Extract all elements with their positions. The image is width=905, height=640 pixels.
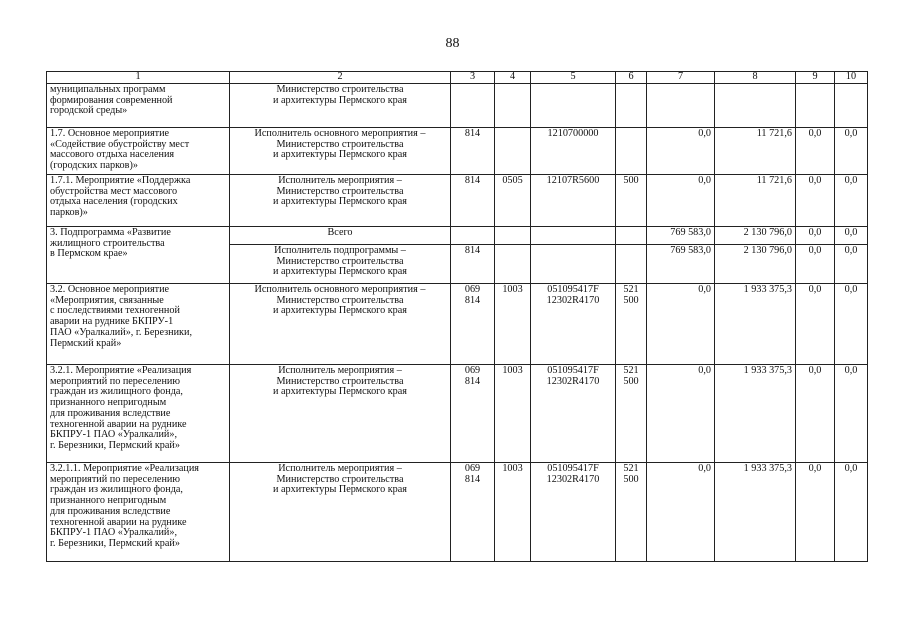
table-cell-c9: 0,0: [796, 463, 835, 562]
table-cell-c8: 1 933 375,3: [715, 284, 796, 365]
table-cell-c5: [531, 227, 616, 245]
table-cell-c6: [616, 128, 647, 175]
table-cell-c5: 12107R5600: [531, 175, 616, 227]
table-cell-c5: [531, 84, 616, 128]
table-cell-c6: 521 500: [616, 365, 647, 463]
table-cell-c5: 051095417F 12302R4170: [531, 463, 616, 562]
table-cell-c5: 1210700000: [531, 128, 616, 175]
column-number-header-row: [47, 72, 868, 84]
table-cell-c10: 0,0: [835, 227, 868, 245]
table-cell-c2: Исполнитель мероприятия – Министерство строительства и архитектуры Пермского края: [230, 175, 451, 227]
table-cell-c4: [495, 84, 531, 128]
table-cell-c3: [451, 84, 495, 128]
column-header: 2: [230, 72, 451, 84]
table-cell-c5: 051095417F 12302R4170: [531, 365, 616, 463]
table-cell-c9: 0,0: [796, 227, 835, 245]
table-cell-c1: 1.7. Основное мероприятие «Содействие обустройству мест массового отдыха населения (городских парков)»: [47, 128, 230, 175]
table-cell-c10: 0,0: [835, 175, 868, 227]
column-header: 4: [495, 72, 531, 84]
table-cell-c8: 1 933 375,3: [715, 463, 796, 562]
table-cell-c2: Министерство строительства и архитектуры Пермского края: [230, 84, 451, 128]
column-header: 8: [715, 72, 796, 84]
table-cell-c10: 0,0: [835, 365, 868, 463]
table-cell-c10: 0,0: [835, 245, 868, 284]
table-cell-c4: 1003: [495, 284, 531, 365]
table-cell-c5: [531, 245, 616, 284]
table-row: [47, 175, 868, 227]
table-cell-c1: 1.7.1. Мероприятие «Поддержка обустройства мест массового отдыха населения (городских парков)»: [47, 175, 230, 227]
column-header: 10: [835, 72, 868, 84]
table-cell-c3: 069 814: [451, 284, 495, 365]
table-cell-c6: [616, 245, 647, 284]
column-header: 5: [531, 72, 616, 84]
table-cell-c9: 0,0: [796, 245, 835, 284]
table-cell-c8: [715, 84, 796, 128]
table-cell-c3: [451, 227, 495, 245]
table-cell-c7: 0,0: [647, 284, 715, 365]
table-cell-c10: 0,0: [835, 463, 868, 562]
table-cell-c4: [495, 227, 531, 245]
table-cell-c10: 0,0: [835, 284, 868, 365]
table-cell-c5: 051095417F 12302R4170: [531, 284, 616, 365]
table-cell-c10: 0,0: [835, 128, 868, 175]
table-row: [47, 284, 868, 365]
table-cell-c9: 0,0: [796, 284, 835, 365]
table-cell-c10: [835, 84, 868, 128]
table-cell-c9: 0,0: [796, 175, 835, 227]
table-cell-c2: Исполнитель основного мероприятия – Министерство строительства и архитектуры Пермского края: [230, 128, 451, 175]
table-cell-c7: 769 583,0: [647, 245, 715, 284]
table-cell-c3: 814: [451, 175, 495, 227]
column-header: 6: [616, 72, 647, 84]
table-cell-c7: 0,0: [647, 463, 715, 562]
table-row-subprogram-total: [47, 227, 868, 245]
table-cell-c6: [616, 227, 647, 245]
table-cell-c4: 0505: [495, 175, 531, 227]
table-row: [47, 365, 868, 463]
table-cell-c7: 0,0: [647, 365, 715, 463]
table-cell-c4: [495, 245, 531, 284]
table-cell-c4: 1003: [495, 365, 531, 463]
table-cell-c2: Исполнитель основного мероприятия – Министерство строительства и архитектуры Пермского края: [230, 284, 451, 365]
table-cell-c1: 3.2.1.1. Мероприятие «Реализация мероприятий по переселению граждан из жилищного фонда, признанного непригодным для проживания вследствие техногенной аварии на руднике БКПРУ-1 ПАО «Уралкалий», г. Березники, Пермский край»: [47, 463, 230, 562]
table-cell-c1: муниципальных программ формирования современной городской среды»: [47, 84, 230, 128]
budget-table: [46, 71, 868, 562]
table-cell-c8: 2 130 796,0: [715, 227, 796, 245]
table-cell-c7: 769 583,0: [647, 227, 715, 245]
page-number: 88: [445, 36, 460, 51]
table-cell-c1: 3.2. Основное мероприятие «Мероприятия, связанные с последствиями техногенной аварии на руднике БКПРУ-1 ПАО «Уралкалий», г. Березники, Пермский край»: [47, 284, 230, 365]
table-cell-c1: 3. Подпрограмма «Развитие жилищного строительства в Пермском крае»: [47, 227, 230, 284]
column-header: 7: [647, 72, 715, 84]
table-cell-c2: Исполнитель подпрограммы – Министерство строительства и архитектуры Пермского края: [230, 245, 451, 284]
column-header: 3: [451, 72, 495, 84]
table-cell-c6: 521 500: [616, 284, 647, 365]
table-cell-c6: [616, 84, 647, 128]
table-row: [47, 84, 868, 128]
table-row: [47, 128, 868, 175]
table-cell-c3: 069 814: [451, 463, 495, 562]
table-cell-c4: 1003: [495, 463, 531, 562]
column-header: 9: [796, 72, 835, 84]
table-cell-c6: 521 500: [616, 463, 647, 562]
table-row: [47, 463, 868, 562]
table-cell-c7: 0,0: [647, 175, 715, 227]
table-cell-c2: Исполнитель мероприятия – Министерство строительства и архитектуры Пермского края: [230, 463, 451, 562]
table-cell-c8: 11 721,6: [715, 175, 796, 227]
table-cell-c4: [495, 128, 531, 175]
table-cell-c2: Всего: [230, 227, 451, 245]
table-cell-c9: 0,0: [796, 128, 835, 175]
table-cell-c8: 1 933 375,3: [715, 365, 796, 463]
table-cell-c7: [647, 84, 715, 128]
table-cell-c3: 069 814: [451, 365, 495, 463]
table-cell-c6: 500: [616, 175, 647, 227]
table-cell-c9: 0,0: [796, 365, 835, 463]
table-cell-c7: 0,0: [647, 128, 715, 175]
table-cell-c8: 2 130 796,0: [715, 245, 796, 284]
table-cell-c2: Исполнитель мероприятия – Министерство строительства и архитектуры Пермского края: [230, 365, 451, 463]
table-cell-c1: 3.2.1. Мероприятие «Реализация мероприятий по переселению граждан из жилищного фонда, признанного непригодным для проживания вследствие техногенной аварии на руднике БКПРУ-1 ПАО «Уралкалий», г. Березники, Пермский край»: [47, 365, 230, 463]
table-cell-c3: 814: [451, 128, 495, 175]
table-cell-c9: [796, 84, 835, 128]
table-cell-c3: 814: [451, 245, 495, 284]
column-header: 1: [47, 72, 230, 84]
table-cell-c8: 11 721,6: [715, 128, 796, 175]
